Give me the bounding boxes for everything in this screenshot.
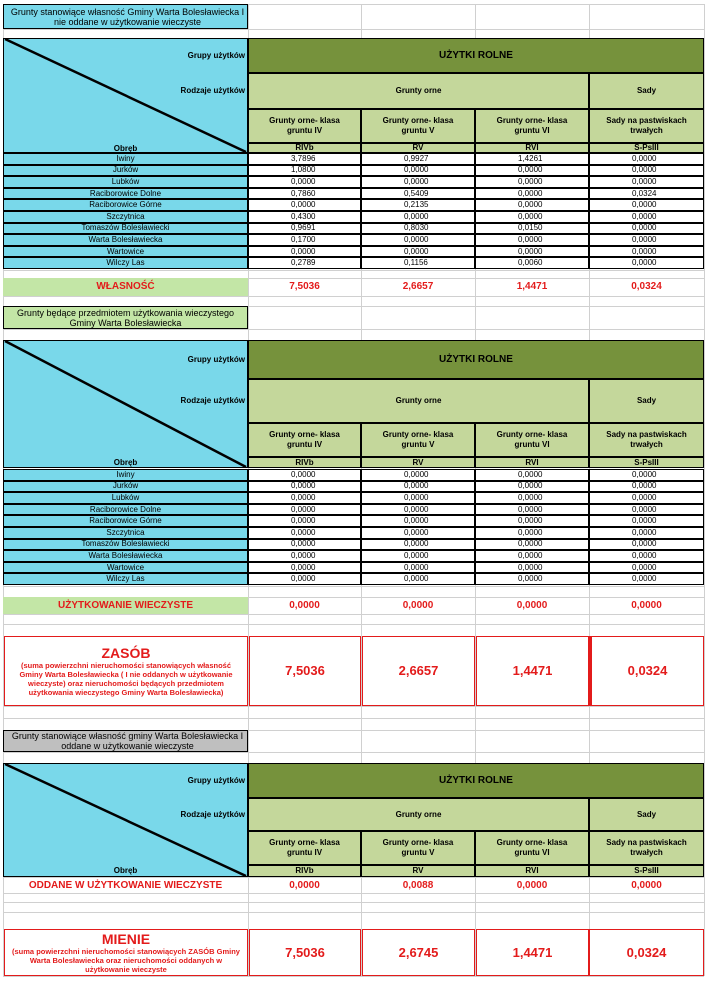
zasob-label-box [4,636,248,706]
gridline-h [3,296,704,297]
gridline-v [704,4,705,976]
zasob-value-4: 0,0324 [589,636,704,706]
section3-title: Grunty stanowiące własność gminy Warta Bolesławiecka I oddane w użytkowanie wieczyste [3,730,248,752]
s2-cell-7-3: 0,0000 [589,550,704,562]
s1-cell-1-2: 0,0000 [475,165,589,177]
s1-cell-7-1: 0,0000 [361,234,475,246]
s2-grupy-label: Grupy użytków [187,354,245,364]
s1-cell-7-3: 0,0000 [589,234,704,246]
s1-village-0: Iwiny [3,153,248,165]
s1-cell-0-1: 0,9927 [361,153,475,165]
s2-col-code-1: RIVb [248,457,361,468]
s1-cell-1-1: 0,0000 [361,165,475,177]
s2-cell-1-1: 0,0000 [361,481,475,493]
s3-grunty-orne: Grunty orne [248,798,589,831]
s1-cell-9-1: 0,1156 [361,257,475,269]
s2-cell-6-2: 0,0000 [475,539,589,551]
zasob-value-1: 7,5036 [249,636,361,706]
mienie-value-3: 1,4471 [476,929,589,976]
mienie-title: MIENIE [101,930,151,947]
mienie-value-4: 0,0324 [589,929,704,976]
s2-cell-6-1: 0,0000 [361,539,475,551]
s1-cell-1-0: 1,0800 [248,165,361,177]
s1-village-6: Tomaszów Bolesławiecki [3,223,248,235]
s2-cell-4-1: 0,0000 [361,515,475,527]
section3-total-3: 0,0000 [516,879,548,891]
s2-cell-1-3: 0,0000 [589,481,704,493]
section2-total-2: 0,0000 [402,599,434,611]
s2-cell-5-3: 0,0000 [589,527,704,539]
s2-village-9: Wilczy Las [3,573,248,585]
gridline-h [3,752,704,753]
s2-col-name-4: Sady na pastwiskach trwałych [589,423,704,457]
s2-village-3: Raciborowice Dolne [3,504,248,516]
s2-sady: Sady [589,379,704,423]
s2-cell-9-0: 0,0000 [248,573,361,585]
s1-col-name-1: Grunty orne- klasa gruntu IV [248,109,361,143]
section1-total-4: 0,0324 [631,281,662,292]
s2-cell-0-3: 0,0000 [589,469,704,481]
s1-cell-2-0: 0,0000 [248,176,361,188]
s1-col-code-3: RVI [475,143,589,153]
s1-cell-8-1: 0,0000 [361,246,475,258]
s1-col-code-4: S-PsIII [589,143,704,153]
s1-cell-5-1: 0,0000 [361,211,475,223]
s2-cell-9-3: 0,0000 [589,573,704,585]
s3-col-name-1: Grunty orne- klasa gruntu IV [248,831,361,865]
s2-col-name-3: Grunty orne- klasa gruntu VI [475,423,589,457]
s2-cell-3-0: 0,0000 [248,504,361,516]
s1-col-name-2: Grunty orne- klasa gruntu V [361,109,475,143]
s2-cell-4-0: 0,0000 [248,515,361,527]
s1-cell-5-3: 0,0000 [589,211,704,223]
s1-cell-6-0: 0,9691 [248,223,361,235]
s1-obreb-label: Obręb [113,144,138,153]
s2-col-name-1: Grunty orne- klasa gruntu IV [248,423,361,457]
gridline-h [3,912,704,913]
zasob-title: ZASÓB [101,645,151,661]
s1-cell-9-2: 0,0060 [475,257,589,269]
s1-village-4: Raciborowice Górne [3,199,248,211]
s1-cell-8-0: 0,0000 [248,246,361,258]
s2-col-name-2: Grunty orne- klasa gruntu V [361,423,475,457]
s3-col-name-3: Grunty orne- klasa gruntu VI [475,831,589,865]
s1-col-code-1: RIVb [248,143,361,153]
s2-cell-9-2: 0,0000 [475,573,589,585]
s2-col-code-3: RVI [475,457,589,468]
s2-cell-0-1: 0,0000 [361,469,475,481]
s2-col-code-4: S-PsIII [589,457,704,468]
s2-cell-8-3: 0,0000 [589,562,704,574]
s1-grunty-orne: Grunty orne [248,73,589,109]
s1-cell-6-3: 0,0000 [589,223,704,235]
s1-cell-1-3: 0,0000 [589,165,704,177]
section1-total-2: 2,6657 [402,281,434,292]
s1-cell-4-1: 0,2135 [361,199,475,211]
gridline-h [3,329,704,330]
s1-village-1: Jurków [3,165,248,177]
s2-cell-5-2: 0,0000 [475,527,589,539]
mienie-label-box [4,929,248,976]
s2-cell-8-2: 0,0000 [475,562,589,574]
s1-cell-4-3: 0,0000 [589,199,704,211]
s2-cell-8-0: 0,0000 [248,562,361,574]
s1-village-3: Raciborowice Dolne [3,188,248,200]
s2-col-code-2: RV [361,457,475,468]
s1-cell-3-2: 0,0000 [475,188,589,200]
gridline-h [3,29,704,30]
s1-col-code-2: RV [361,143,475,153]
s3-uzytki-rolne: UŻYTKI ROLNE [248,763,704,798]
s2-cell-1-2: 0,0000 [475,481,589,493]
section3-total-2: 0,0088 [402,879,434,891]
s2-cell-9-1: 0,0000 [361,573,475,585]
s2-cell-0-0: 0,0000 [248,469,361,481]
s1-cell-9-0: 0,2789 [248,257,361,269]
s1-cell-4-2: 0,0000 [475,199,589,211]
s1-cell-7-2: 0,0000 [475,234,589,246]
section1-total-label: WŁASNOŚĆ [3,278,248,296]
s3-rodzaje-label: Rodzaje użytków [180,809,245,819]
s2-cell-4-2: 0,0000 [475,515,589,527]
section2-title: Grunty będące przedmiotem użytkowania wieczystego Gminy Warta Bolesławiecka [3,306,248,329]
zasob-value-2: 2,6657 [362,636,475,706]
s2-grunty-orne: Grunty orne [248,379,589,423]
s2-cell-7-0: 0,0000 [248,550,361,562]
s1-cell-3-1: 0,5409 [361,188,475,200]
mienie-description: (suma powierzchni nieruchomości stanowiących ZASÓB Gminy Warta Bolesławiecka oraz nieruchomości oddanych w użytkowanie wieczyste [12,946,240,974]
s1-cell-8-2: 0,0000 [475,246,589,258]
section3-total-1: 0,0000 [289,879,320,891]
section2-total-1: 0,0000 [289,599,320,611]
gridline-h [3,624,704,625]
s2-cell-2-0: 0,0000 [248,492,361,504]
s1-cell-8-3: 0,0000 [589,246,704,258]
mienie-value-2: 2,6745 [362,929,475,976]
s1-sady: Sady [589,73,704,109]
s2-cell-5-0: 0,0000 [248,527,361,539]
s1-col-name-4: Sady na pastwiskach trwałych [589,109,704,143]
s3-col-code-1: RIVb [248,865,361,877]
zasob-value-3: 1,4471 [476,636,589,706]
gridline-h [3,893,704,894]
s2-cell-8-1: 0,0000 [361,562,475,574]
s2-cell-3-2: 0,0000 [475,504,589,516]
s1-cell-2-1: 0,0000 [361,176,475,188]
s2-obreb-label: Obręb [113,458,138,467]
s1-cell-5-2: 0,0000 [475,211,589,223]
gridline-h [3,706,704,707]
section1-title: Grunty stanowiące własność Gminy Warta Bolesławiecka I nie oddane w użytkowanie wieczyste [3,4,248,29]
gridline-h [3,614,704,615]
s2-cell-6-0: 0,0000 [248,539,361,551]
section2-total-3: 0,0000 [516,599,548,611]
s1-cell-3-3: 0,0324 [589,188,704,200]
s3-grupy-label: Grupy użytków [187,775,245,785]
s2-uzytki-rolne: UŻYTKI ROLNE [248,340,704,379]
s3-sady: Sady [589,798,704,831]
s1-cell-6-1: 0,8030 [361,223,475,235]
s1-cell-6-2: 0,0150 [475,223,589,235]
s3-obreb-label: Obręb [113,866,138,875]
s2-cell-5-1: 0,0000 [361,527,475,539]
s1-cell-2-2: 0,0000 [475,176,589,188]
gridline-h [3,718,704,719]
section1-total-1: 7,5036 [289,281,320,292]
s1-cell-9-3: 0,0000 [589,257,704,269]
s1-cell-0-3: 0,0000 [589,153,704,165]
s2-cell-2-2: 0,0000 [475,492,589,504]
gridline-h [3,270,704,271]
s3-col-code-3: RVI [475,865,589,877]
s2-cell-0-2: 0,0000 [475,469,589,481]
s2-cell-3-3: 0,0000 [589,504,704,516]
s1-cell-4-0: 0,0000 [248,199,361,211]
section3-total-label: ODDANE W UŻYTKOWANIE WIECZYSTE [28,879,223,891]
s2-cell-2-1: 0,0000 [361,492,475,504]
gridline-h [3,976,704,977]
gridline-h [3,586,704,587]
s2-cell-4-3: 0,0000 [589,515,704,527]
s1-col-name-3: Grunty orne- klasa gruntu VI [475,109,589,143]
s1-cell-2-3: 0,0000 [589,176,704,188]
s1-grupy-label: Grupy użytków [187,50,245,60]
s2-rodzaje-label: Rodzaje użytków [180,396,245,405]
section3-total-4: 0,0000 [631,879,662,891]
s2-village-8: Wartowice [3,562,248,574]
s2-cell-7-1: 0,0000 [361,550,475,562]
s3-col-name-2: Grunty orne- klasa gruntu V [361,831,475,865]
s1-village-7: Warta Bolesławiecka [3,234,248,246]
s1-village-8: Wartowice [3,246,248,258]
section2-total-4: 0,0000 [631,599,662,611]
s1-cell-0-2: 1,4261 [475,153,589,165]
section2-total-label: UŻYTKOWANIE WIECZYSTE [3,597,248,614]
s2-village-6: Tomaszów Bolesławiecki [3,539,248,551]
s1-village-5: Szczytnica [3,211,248,223]
s2-village-7: Warta Bolesławiecka [3,550,248,562]
s2-cell-1-0: 0,0000 [248,481,361,493]
s1-village-9: Wilczy Las [3,257,248,269]
s1-cell-5-0: 0,4300 [248,211,361,223]
s2-cell-6-3: 0,0000 [589,539,704,551]
s2-village-5: Szczytnica [3,527,248,539]
s3-col-code-2: RV [361,865,475,877]
s1-rodzaje-label: Rodzaje użytków [180,86,245,95]
s1-cell-7-0: 0,1700 [248,234,361,246]
s1-cell-0-0: 3,7896 [248,153,361,165]
s2-village-1: Jurków [3,481,248,493]
s1-cell-3-0: 0,7860 [248,188,361,200]
s3-col-name-4: Sady na pastwiskach trwałych [589,831,704,865]
s1-uzytki-rolne: UŻYTKI ROLNE [248,38,704,73]
zasob-description: (suma powierzchni nieruchomości stanowiących własność Gminy Warta Bolesławiecka ( I nie oddanych w użytkowanie wieczyste) oraz nieruchomości będących przedmiotem użytkowania wieczystego Gminy Warta Bolesławiecka) [19,661,233,697]
s2-cell-2-3: 0,0000 [589,492,704,504]
s3-col-code-4: S-PsIII [589,865,704,877]
s2-village-4: Raciborowice Górne [3,515,248,527]
mienie-value-1: 7,5036 [249,929,361,976]
s2-cell-7-2: 0,0000 [475,550,589,562]
s2-village-2: Lubków [3,492,248,504]
s1-village-2: Lubków [3,176,248,188]
section1-total-3: 1,4471 [516,281,548,292]
s2-village-0: Iwiny [3,469,248,481]
gridline-h [3,902,704,903]
s2-cell-3-1: 0,0000 [361,504,475,516]
